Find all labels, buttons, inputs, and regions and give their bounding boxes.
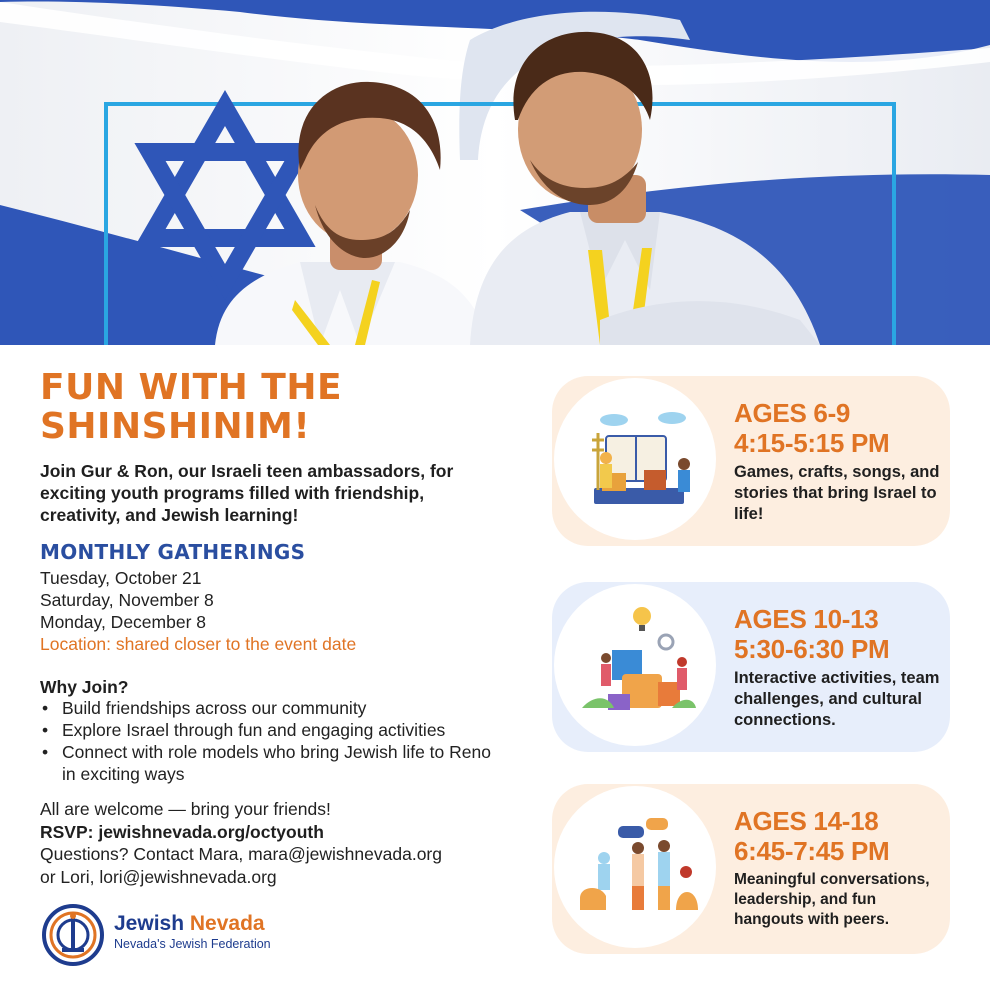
- program-description: Interactive activities, team challenges, and cultural connections.: [734, 669, 940, 729]
- hero-banner: [0, 0, 990, 345]
- time-label: 4:15-5:15 PM: [734, 428, 890, 458]
- program-description: Meaningful conversations, leadership, and fun hangouts with peers.: [734, 871, 930, 928]
- ages-label: AGES 6-9: [734, 398, 851, 428]
- time-label: 5:30-6:30 PM: [734, 634, 890, 664]
- ages-label: AGES 14-18: [734, 806, 879, 836]
- hero-illustration: [0, 0, 990, 345]
- program-card-ages-10-13: [552, 582, 950, 752]
- jewish-nevada-logo: [42, 904, 302, 966]
- date-item: Tuesday, October 21: [40, 568, 202, 588]
- location-note: Location: shared closer to the event date: [40, 634, 357, 654]
- program-card-ages-14-18: [552, 784, 950, 954]
- logo-tagline: Nevada's Jewish Federation: [114, 937, 271, 951]
- time-label: 6:45-7:45 PM: [734, 836, 890, 866]
- rsvp-link[interactable]: RSVP: jewishnevada.org/octyouth: [40, 821, 324, 842]
- list-item: • Connect with role models who bring Jewish life to Reno in exciting ways: [40, 741, 502, 785]
- ages-label: AGES 10-13: [734, 604, 879, 634]
- why-join-heading: Why Join?: [40, 677, 129, 697]
- welcome-text: All are welcome — bring your friends!: [40, 799, 331, 819]
- teamwork-kids-illustration: [554, 584, 716, 746]
- gatherings-dates: [40, 567, 356, 655]
- lori-contact-text: or Lori, lori@jewishnevada.org: [40, 866, 277, 887]
- conversation-teens-illustration: [554, 786, 716, 948]
- contact-block: [40, 798, 442, 888]
- intro-text: Join Gur & Ron, our Israeli teen ambassadors, for exciting youth programs filled with friendship, creativity, and Jewish learning!: [40, 461, 454, 525]
- menorah-logo-icon: [42, 904, 104, 966]
- program-card-ages-6-9: [552, 376, 950, 546]
- logo-name: Jewish Nevada: [114, 912, 265, 935]
- program-description: Games, crafts, songs, and stories that bring Israel to life!: [734, 463, 940, 523]
- date-item: Monday, December 8: [40, 612, 207, 632]
- reading-kids-illustration: [554, 378, 716, 540]
- list-item: • Build friendships across our community: [40, 697, 540, 719]
- why-join-list: [40, 697, 540, 785]
- questions-text: Questions? Contact Mara, mara@jewishnevada.org: [40, 844, 442, 864]
- date-item: Saturday, November 8: [40, 590, 214, 610]
- list-item: • Explore Israel through fun and engaging activities: [40, 719, 540, 741]
- page-title: FUN WITH THE SHINSHINIM!: [40, 367, 343, 447]
- gatherings-heading: MONTHLY GATHERINGS: [40, 540, 306, 564]
